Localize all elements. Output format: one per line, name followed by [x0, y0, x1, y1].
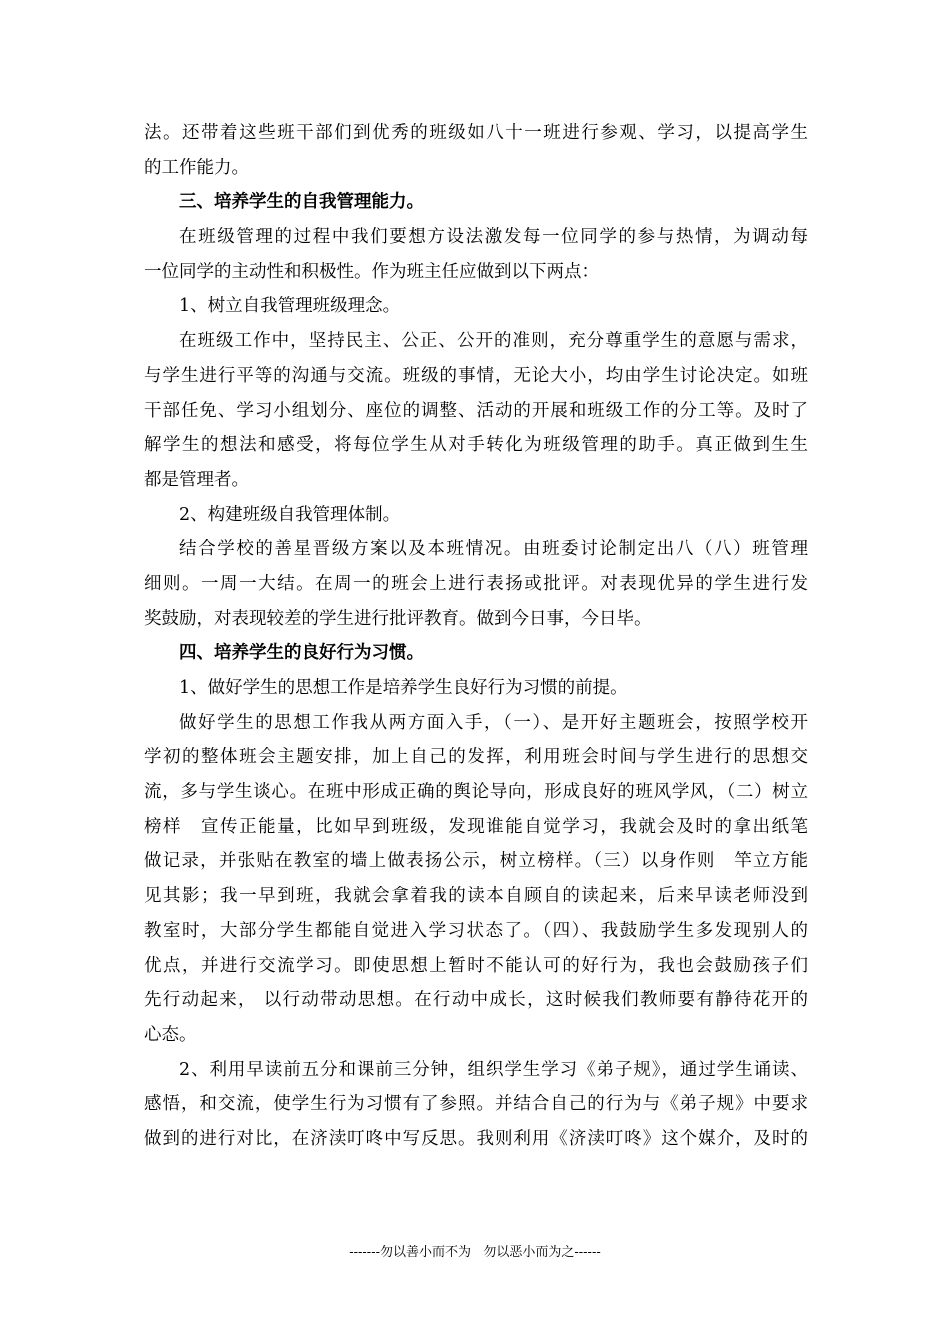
text-line: 学初的整体班会主题安排，加上自己的发挥，利用班会时间与学生进行的思想交	[144, 747, 808, 768]
text-line: 做到的进行对比，在济渎叮咚中写反思。我则利用《济渎叮咚》这个媒介，及时的	[144, 1128, 808, 1149]
text-line: 做记录，并张贴在教室的墙上做表扬公示，树立榜样。（三）以身作则 竿立方能	[144, 851, 808, 872]
subsection-heading: 2、构建班级自我管理体制。	[179, 504, 401, 525]
text-line: 在班级管理的过程中我们要想方设法激发每一位同学的参与热情，为调动每	[179, 227, 808, 248]
text-line: 见其影；我一早到班，我就会拿着我的读本自顾自的读起来，后来早读老师没到	[144, 886, 808, 907]
text-line: 流，多与学生谈心。在班中形成正确的舆论导向，形成良好的班风学风，（二）树立	[144, 782, 808, 803]
text-line: 奖鼓励，对表现较差的学生进行批评教育。做到今日事，今日毕。	[144, 608, 652, 629]
text-line: 榜样 宣传正能量，比如早到班级，发现谁能自觉学习，我就会及时的拿出纸笔	[144, 816, 808, 837]
text-line: 先行动起来， 以行动带动思想。在行动中成长，这时候我们教师要有静待花开的	[144, 990, 808, 1011]
text-line: 结合学校的善星晋级方案以及本班情况。由班委讨论制定出八（八）班管理	[179, 539, 808, 560]
text-line: 的工作能力。	[144, 157, 249, 178]
text-line: 心态。	[144, 1024, 197, 1045]
document-body	[144, 116, 808, 1157]
section-heading: 三、培养学生的自我管理能力。	[179, 192, 424, 213]
text-line: 一位同学的主动性和积极性。作为班主任应做到以下两点：	[144, 261, 599, 282]
text-line: 细则。一周一大结。在周一的班会上进行表扬或批评。对表现优异的学生进行发	[144, 573, 808, 594]
page-footer: -------勿以善小而不为 勿以恶小而为之------	[349, 1245, 601, 1260]
text-line: 干部任免、学习小组划分、座位的调整、活动的开展和班级工作的分工等。及时了	[144, 400, 808, 421]
text-line: 都是管理者。	[144, 469, 249, 490]
text-line: 与学生进行平等的沟通与交流。班级的事情，无论大小，均由学生讨论决定。如班	[144, 365, 808, 386]
text-line: 优点，并进行交流学习。即使思想上暂时不能认可的好行为，我也会鼓励孩子们	[144, 955, 808, 976]
subsection-heading: 1、做好学生的思想工作是培养学生良好行为习惯的前提。	[179, 678, 628, 698]
subsection-heading: 1、树立自我管理班级理念。	[179, 296, 401, 317]
text-line: 解学生的想法和感受，将每位学生从对手转化为班级管理的助手。真正做到生生	[144, 435, 808, 456]
text-line: 法。还带着这些班干部们到优秀的班级如八十一班进行参观、学习，以提高学生	[144, 123, 808, 143]
text-line: 在班级工作中，坚持民主、公正、公开的准则，充分尊重学生的意愿与需求，	[179, 331, 808, 352]
text-line: 感悟，和交流，使学生行为习惯有了参照。并结合自己的行为与《弟子规》中要求	[144, 1094, 808, 1115]
text-line: 做好学生的思想工作我从两方面入手，（一）、是开好主题班会，按照学校开	[179, 712, 808, 733]
text-line: 2、利用早读前五分和课前三分钟，组织学生学习《弟子规》，通过学生诵读、	[179, 1059, 808, 1080]
section-heading: 四、培养学生的良好行为习惯。	[179, 643, 424, 664]
text-line: 教室时，大部分学生都能自觉进入学习状态了。（四）、我鼓励学生多发现别人的	[144, 920, 808, 941]
